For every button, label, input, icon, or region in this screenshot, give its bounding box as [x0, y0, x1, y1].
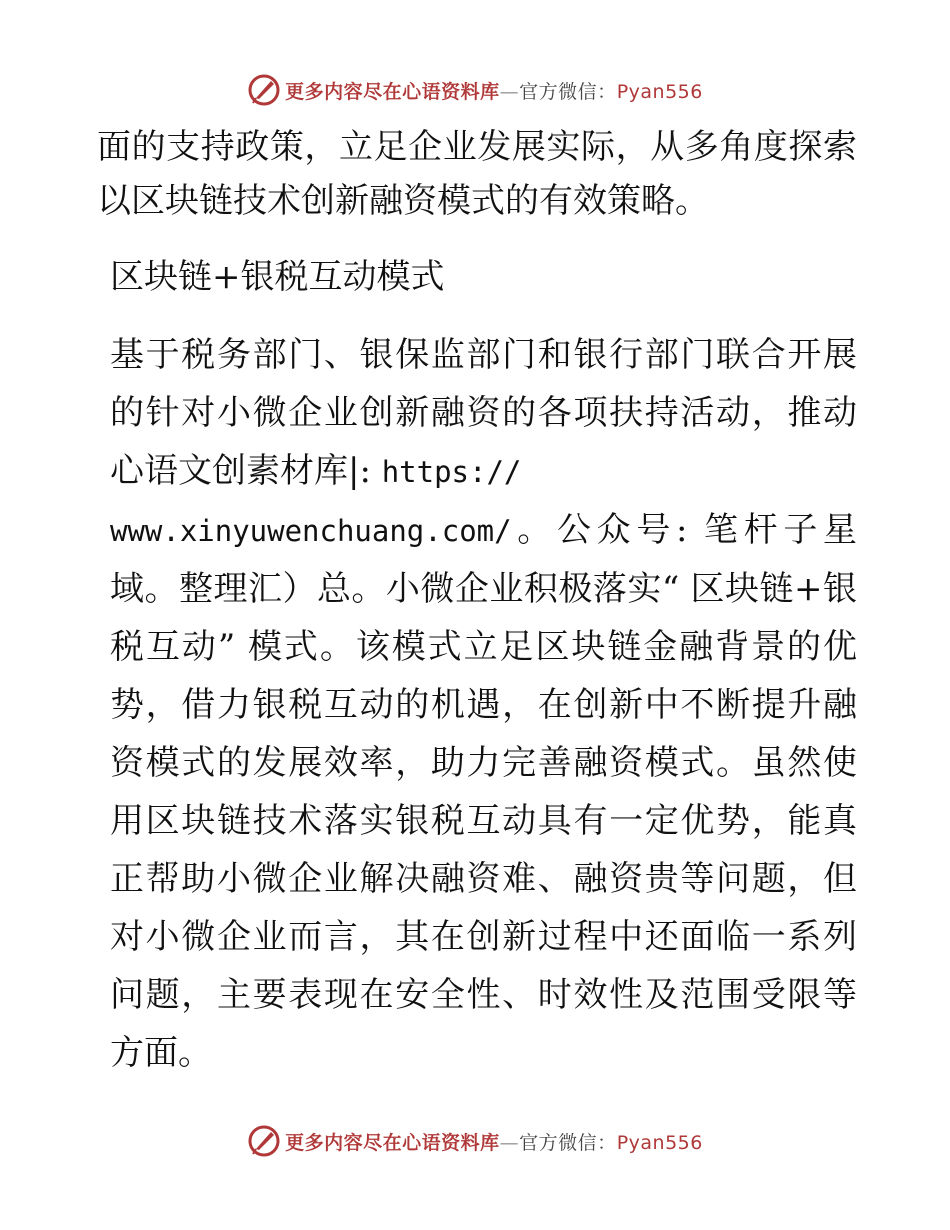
paragraph-intro: 面的支持政策，立足企业发展实际，从多角度探索以区块链技术创新融资模式的有效策略。: [97, 127, 857, 221]
feather-pen-logo-icon: [247, 1124, 281, 1158]
watermark-separator: —: [499, 1131, 520, 1154]
footer-watermark: [0, 1121, 950, 1161]
watermark-main-text: 更多内容尽在心语资料库: [285, 80, 500, 103]
document-body: [97, 120, 857, 1082]
watermark-separator: —: [499, 80, 520, 103]
paragraph-main-text-2: 。公众号: 笔杆子星域。整理汇）总。小微企业积极落实“ 区块链+银税互动” 模式。该模式立足区块链金融背景的优势，借力银税互动的机遇，在创新中不断提升融资模式的发展效率，助力完善融资模式。虽然使用区块链技术落实银税互动具有一定优势，能真正帮助小微企业解决融资难、融资贵等问题，但对小微企业而言，其在创新过程中还面临一系列问题，主要表现在安全性、时效性及范围受限等方面。: [110, 510, 857, 1073]
watermark-label: 官方微信：: [519, 80, 617, 103]
header-watermark: [0, 70, 950, 110]
url-part-1: https://: [381, 455, 522, 489]
watermark-main-text: 更多内容尽在心语资料库: [285, 1131, 500, 1154]
paragraph-main: [97, 326, 857, 1082]
section-heading: 区块链+银税互动模式: [110, 257, 445, 297]
watermark-handle: Pyan556: [616, 1131, 703, 1154]
url-part-2: www.xinyuwenchuang.com/: [110, 514, 512, 548]
watermark-label: 官方微信：: [519, 1131, 617, 1154]
watermark-handle: Pyan556: [616, 80, 703, 103]
paragraph-main-text-1: 基于税务部门、银保监部门和银行部门联合开展的针对小微企业创新融资的各项扶持活动，推动心语文创素材库|:: [110, 335, 857, 491]
feather-pen-logo-icon: [247, 73, 281, 107]
